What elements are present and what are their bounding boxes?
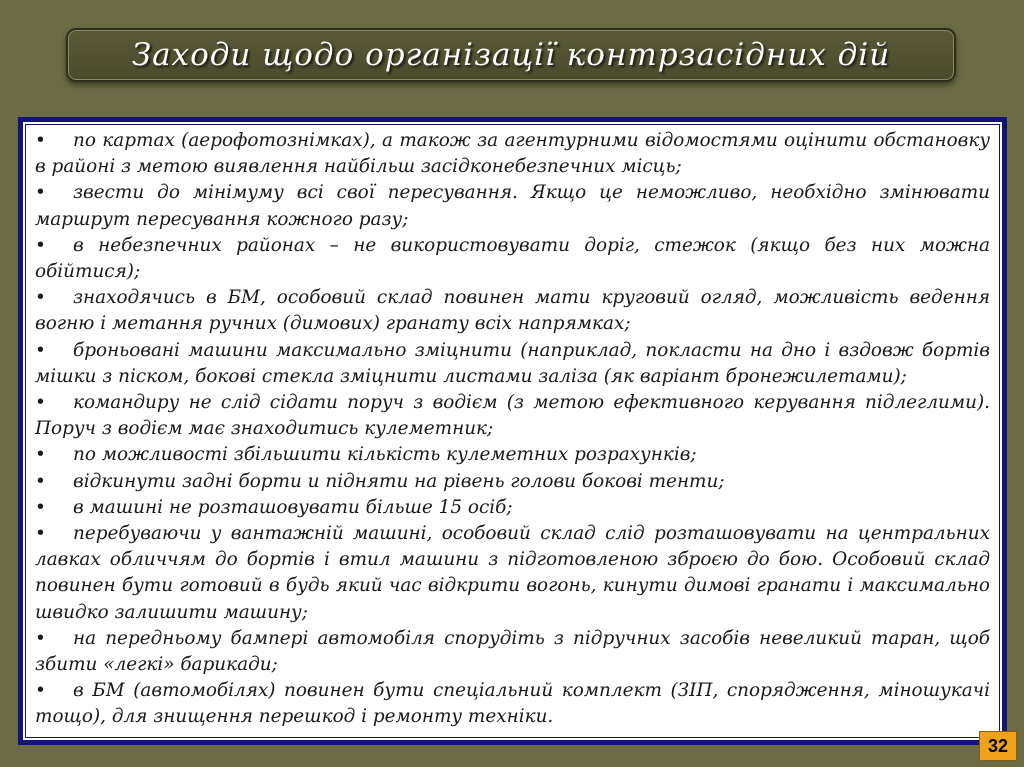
bullet-icon: • [35,130,46,151]
slide-title-bar [66,28,956,82]
bullet-icon: • [35,470,46,492]
list-item [35,390,990,442]
bullet-list [23,122,1002,731]
list-item-text: перебуваючи у вантажній машині, особовий склад слід розташовувати на центральних лавках обличчям до бортів і втил машини з підготовленою зброєю до бою. Особовий склад повинен бути готовий в будь який час відкрити вогонь, кинути димові гранати і максимально швидко залишити машину; [35,523,990,623]
slide-title: Заходи щодо організації контрзасідних дій [131,37,891,73]
list-item-text: звести до мінімуму всі свої пересування. Якщо це неможливо, необхідно змінювати маршрут пересування кожного разу; [35,182,990,230]
content-frame [18,117,1007,745]
bullet-icon: • [35,287,46,309]
list-item [35,180,990,232]
list-item [35,338,990,390]
list-item-text: в машині не розташовувати більше 15 осіб; [73,496,513,518]
list-item [35,626,990,678]
list-item-text: на передньому бампері автомобіля спорудіть з підручних засобів невеликий таран, щоб збити «легкі» барикади; [35,627,990,676]
list-item-text: броньовані машини максимально зміцнити (наприклад, покласти на дно і вздовж бортів мішки з піском, бокові стекла зміцнити листами заліза (як варіант бронежилетами); [35,339,990,387]
bullet-icon: • [35,339,46,361]
list-item [35,128,990,180]
list-item [35,678,990,730]
list-item-text: по можливості збільшити кількість кулеметних розрахунків; [73,444,697,466]
list-item-text: в небезпечних районах – не використовувати доріг, стежок (якщо без них можна обійтися); [35,234,990,283]
list-item-text: відкинути задні борти и підняти на рівень голови бокові тенти; [73,470,725,492]
list-item [35,285,990,337]
list-item [35,442,990,468]
bullet-icon: • [35,444,46,466]
list-item [35,495,990,521]
list-item [35,521,990,626]
bullet-icon: • [35,496,46,518]
list-item [35,469,990,495]
list-item [35,233,990,285]
bullet-icon: • [35,627,46,649]
page-number-badge: 32 [979,731,1017,761]
list-item-text: в БМ (автомобілях) повинен бути спеціальний комплект (ЗІП, спорядження, міношукачі тощо), для знищення перешкод і ремонту техніки. [35,680,990,728]
list-item-text: по картах (аерофотознімках), а також за агентурними відомостями оцінити обстановку в районі з метою виявлення найбільш засідконебезпечних місць; [35,130,990,178]
bullet-icon: • [35,234,46,256]
list-item-text: командиру не слід сідати поруч з водієм (з метою ефективного керування підлеглими). Поруч з водієм має знаходитись кулеметник; [35,392,990,440]
list-item-text: знаходячись в БМ, особовий склад повинен мати круговий огляд, можливість ведення вогню і метання ручних (димових) гранату всіх напрямках; [35,287,990,335]
bullet-icon: • [35,680,46,702]
bullet-icon: • [35,182,46,204]
bullet-icon: • [35,392,46,414]
bullet-icon: • [35,523,46,545]
